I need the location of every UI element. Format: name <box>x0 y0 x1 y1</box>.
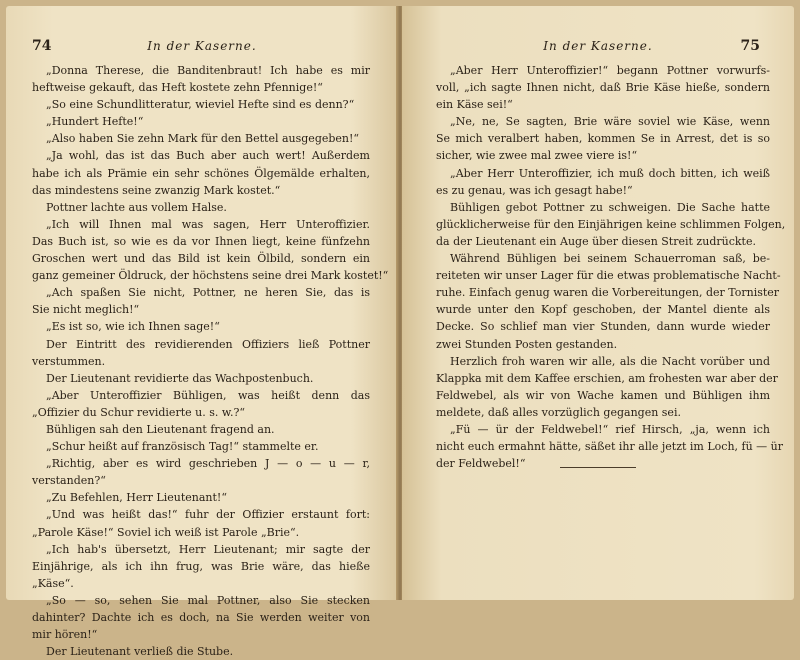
text-line: „Aber Herr Unteroffizier!“ begann Pottner vorwurfs- <box>450 64 770 77</box>
text-line: voll, „ich sagte Ihnen nicht, daß Brie Käse hieße, sondern <box>436 81 770 95</box>
text-line: „Donna Therese, die Banditenbraut! Ich habe es mir <box>46 64 370 77</box>
text-line: „Richtig, aber es wird geschrieben J — o — u — r, <box>46 457 370 471</box>
text-line: „Ich will Ihnen mal was sagen, Herr Unteroffizier. <box>46 217 370 231</box>
text-line: der Feldwebel!“ <box>436 457 526 471</box>
text-line: heftweise gekauft, das Heft kostete zehn Pfennige!“ <box>32 81 323 95</box>
text-line: da der Lieutenant ein Auge über diesen Streit zudrückte. <box>436 234 756 248</box>
text-line: Feldwebel, als wir von Wache kamen und Bühligen ihm <box>436 388 770 402</box>
section-end-rule <box>560 467 636 468</box>
text-line: Während Bühligen bei seinem Schauerroman saß, be- <box>450 252 770 266</box>
text-line: „Ach spaßen Sie nicht, Pottner, ne heren Sie, das is <box>46 286 370 300</box>
text-line: Bühligen gebot Pottner zu schweigen. Die Sache hatte <box>450 200 770 214</box>
text-line: „So — so, sehen Sie mal Pottner, also Sie stecken <box>46 593 370 607</box>
running-head: In der Kaserne. <box>543 39 653 53</box>
text-line: sicher, wie zwee mal zwee viere is!“ <box>436 149 638 163</box>
text-line: Sie nicht meglich!“ <box>32 303 140 317</box>
text-line: Der Lieutenant verließ die Stube. <box>46 645 234 659</box>
text-line: habe ich als Prämie ein sehr schönes Ölgemälde erhalten, <box>32 166 370 180</box>
text-line: „So eine Schundlitteratur, wieviel Hefte sind es denn?“ <box>46 98 355 112</box>
left-page <box>6 6 398 659</box>
text-line: Klappka mit dem Kaffee erschien, am frohesten war aber der <box>436 371 778 385</box>
text-line: nicht euch ermahnt hätte, säßet ihr alle jetzt im Loch, fü — ür <box>436 440 784 454</box>
text-line: Der Eintritt des revidierenden Offiziers ließ Pottner <box>46 337 370 351</box>
text-line: „Schur heißt auf französisch Tag!“ stammelte er. <box>46 440 319 454</box>
text-line: verstummen. <box>32 354 106 368</box>
text-line: „Offizier du Schur revidierte u. s. w.?“ <box>32 405 245 419</box>
text-line: „Käse“. <box>32 576 74 590</box>
text-line: dahinter? Dachte ich es doch, na Sie werden weiter von <box>32 611 370 624</box>
text-line: „Ich hab's übersetzt, Herr Lieutenant; mir sagte der <box>46 542 370 556</box>
text-line: wurde unter den Kopf geschoben, der Mantel diente als <box>436 303 770 317</box>
text-line: Der Lieutenant revidierte das Wachpostenbuch. <box>46 371 314 385</box>
text-line: zwei Stunden Posten gestanden. <box>436 337 618 351</box>
text-line: „Hundert Hefte!“ <box>46 115 144 129</box>
text-line: das mindestens seine zwanzig Mark kostet.“ <box>32 183 281 197</box>
left-page-text <box>32 62 389 660</box>
text-line: mir hören!“ <box>32 628 98 642</box>
text-line: „Also haben Sie zehn Mark für den Bettel ausgegeben!“ <box>46 132 360 146</box>
text-line: Decke. So schlief man vier Stunden, dann wurde wieder <box>436 320 770 334</box>
text-line: „Parole Käse!“ Soviel ich weiß ist Parole „Brie“. <box>32 525 300 539</box>
right-page-header <box>402 38 794 56</box>
text-line: Das Buch ist, so wie es da vor Ihnen liegt, keine fünfzehn <box>32 234 370 248</box>
running-head: In der Kaserne. <box>147 39 257 53</box>
text-line: „Und was heißt das!“ fuhr der Offizier erstaunt fort: <box>46 508 370 522</box>
text-line: Se mich veralbert haben, kommen Se in Arrest, det is so <box>436 132 770 146</box>
text-line: meldete, daß alles vorzüglich gegangen sei. <box>436 405 681 419</box>
left-page-header <box>6 38 398 56</box>
text-line: „Aber Herr Unteroffizier, ich muß doch bitten, ich weiß <box>450 166 770 180</box>
text-line: reiteten wir unser Lager für die etwas problematische Nacht- <box>436 269 781 283</box>
page-number: 75 <box>740 38 760 54</box>
text-line: Bühligen sah den Lieutenant fragend an. <box>46 422 275 436</box>
text-line: „Fü — ür der Feldwebel!“ rief Hirsch, „ja, wenn ich <box>450 422 770 436</box>
text-line: ein Käse sei!“ <box>436 98 513 112</box>
text-line: glücklicherweise für den Einjährigen keine schlimmen Folgen, <box>436 217 786 231</box>
text-line: ganz gemeiner Öldruck, der höchstens seine drei Mark kostet!“ <box>32 269 389 283</box>
text-line: „Zu Befehlen, Herr Lieutenant!“ <box>46 491 227 505</box>
text-line: „Aber Unteroffizier Bühligen, was heißt denn das <box>46 388 370 402</box>
page-number: 74 <box>32 38 52 54</box>
text-line: Groschen wert und das Bild ist kein Ölbild, sondern ein <box>32 252 370 266</box>
text-line: Einjährige, als ich ihn frug, was Brie wäre, das hieße <box>32 559 370 573</box>
right-page <box>402 6 794 600</box>
text-line: es zu genau, was ich gesagt habe!“ <box>436 183 633 197</box>
right-page-text <box>436 62 786 472</box>
text-line: „Es ist so, wie ich Ihnen sage!“ <box>46 320 220 334</box>
text-line: ruhe. Einfach genug waren die Vorbereitungen, der Tornister <box>436 286 780 300</box>
text-line: „Ne, ne, Se sagten, Brie wäre soviel wie Käse, wenn <box>450 115 770 129</box>
text-line: Herzlich froh waren wir alle, als die Nacht vorüber und <box>450 354 770 368</box>
text-line: „Ja wohl, das ist das Buch aber auch wert! Außerdem <box>46 149 370 163</box>
text-line: Pottner lachte aus vollem Halse. <box>46 200 227 214</box>
text-line: verstanden?“ <box>32 474 106 488</box>
